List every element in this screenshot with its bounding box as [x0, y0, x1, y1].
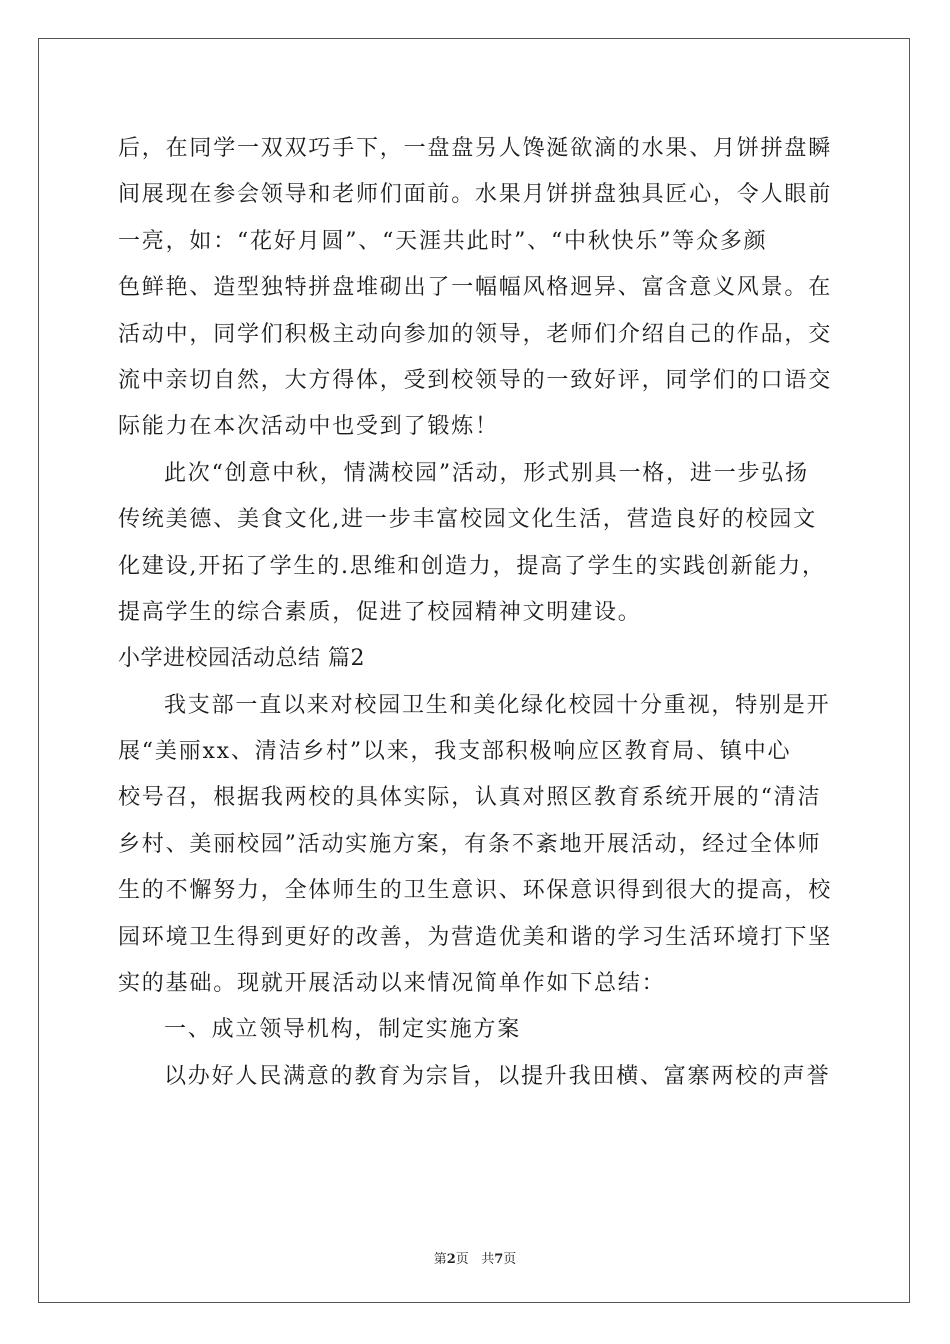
text-line: 园环境卫生得到更好的改善，为营造优美和谐的学习生活环境打下坚 — [118, 924, 833, 950]
text-line: 一亮，如：“花好月圆”、“天涯共此时”、“中秋快乐”等众多颜 — [118, 228, 768, 254]
page-footer — [0, 1248, 950, 1267]
text-line: 此次“创意中秋，情满校园”活动，形式别具一格，进一步弘扬 — [164, 460, 809, 486]
text-line: 提高学生的综合素质，促进了校园精神文明建设。 — [118, 599, 642, 625]
paragraph — [118, 126, 838, 451]
text-line: 乡村、美丽校园”活动实施方案，有条不紊地开展活动，经过全体师 — [118, 831, 822, 857]
text-line: 传统美德、美食文化,进一步丰富校园文化生活，营造良好的校园文 — [118, 507, 817, 533]
text-line: 后，在同学一双双巧手下，一盘盘另人馋涎欲滴的水果、月饼拼盘瞬 — [118, 136, 833, 161]
text-line: 色鲜艳、造型独特拼盘堆砌出了一幅幅风格迥异、富含意义风景。在 — [118, 275, 833, 301]
document-body — [118, 126, 838, 1100]
text-line: 化建设,开拓了学生的.思维和创造力，提高了学生的实践创新能力， — [118, 553, 826, 579]
total-pages-number: 7 — [494, 1252, 504, 1267]
paragraph — [118, 451, 838, 637]
paragraph — [118, 1054, 838, 1100]
subsection-heading: 一、成立领导机构，制定实施方案 — [164, 1017, 522, 1043]
text-line: 生的不懈努力，全体师生的卫生意识、环保意识得到很大的提高，校 — [118, 878, 833, 904]
text-line: 间展现在参会领导和老师们面前。水果月饼拼盘独具匠心，令人眼前 — [118, 182, 833, 208]
text-line: 展“美丽xx、清洁乡村”以来，我支部积极响应区教育局、镇中心 — [118, 739, 792, 765]
footer-middle: 页 共 — [455, 1252, 495, 1267]
text-line: 流中亲切自然，大方得体，受到校领导的一致好评，同学们的口语交 — [118, 367, 833, 393]
text-line: 际能力在本次活动中也受到了锻炼！ — [118, 414, 499, 440]
footer-suffix: 页 — [503, 1252, 517, 1267]
text-line: 以办好人民满意的教育为宗旨，以提升我田横、富寨两校的声誉 — [164, 1063, 831, 1089]
paragraph — [118, 1007, 838, 1053]
text-line: 校号召，根据我两校的具体实际，认真对照区教育系统开展的“清洁 — [118, 785, 822, 811]
current-page-number: 2 — [446, 1252, 456, 1267]
section-heading: 小学进校园活动总结 篇2 — [118, 646, 365, 672]
footer-prefix: 第 — [433, 1252, 447, 1267]
text-line: 我支部一直以来对校园卫生和美化绿化校园十分重视，特别是开 — [164, 692, 831, 718]
text-line: 实的基础。现就开展活动以来情况简单作如下总结： — [118, 971, 666, 997]
paragraph — [118, 683, 838, 1008]
text-line: 活动中，同学们积极主动向参加的领导，老师们介绍自己的作品，交 — [118, 321, 833, 347]
